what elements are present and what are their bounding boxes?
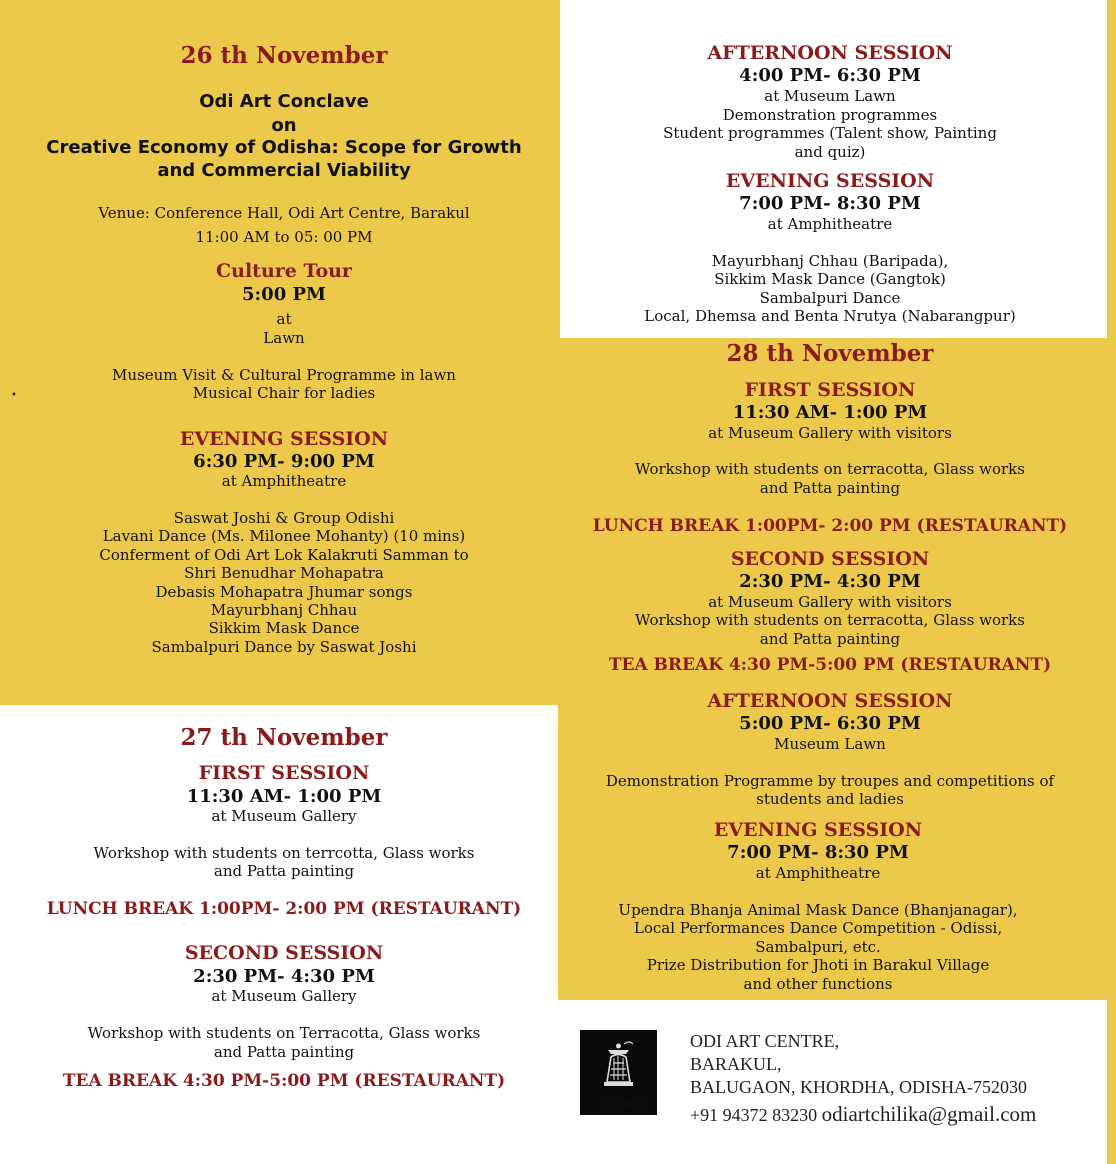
day26-evening-place: at Amphitheatre xyxy=(221,472,347,490)
day27-evening-place: at Amphitheatre xyxy=(767,215,893,233)
stray-dot: • xyxy=(11,390,17,401)
address-line3: BALUGAON, KHORDHA, ODISHA-752030 xyxy=(690,1077,1027,1097)
logo-label: ODI ART xyxy=(600,1100,644,1112)
day27-continued-column xyxy=(560,0,1100,338)
day26-evening-time: 6:30 PM- 9:00 PM xyxy=(193,451,375,472)
day27-evening-time: 7:00 PM- 8:30 PM xyxy=(739,193,921,214)
day26-column xyxy=(14,0,554,705)
day27-second-title: SECOND SESSION xyxy=(184,942,384,964)
day27-date: 27 th November xyxy=(180,724,388,751)
email-link[interactable]: odiartchilika@gmail.com xyxy=(821,1102,1037,1126)
phone-number: +91 94372 83230 xyxy=(690,1105,818,1125)
day27-tea-break: TEA BREAK 4:30 PM-5:00 PM (RESTAURANT) xyxy=(62,1071,506,1091)
day28-evening-title: EVENING SESSION xyxy=(713,819,923,841)
day26-evening-item: Conferment of Odi Art Lok Kalakruti Samman to xyxy=(99,546,469,564)
conclave-line1: Odi Art Conclave xyxy=(199,91,369,112)
day26-evening-item: Mayurbhanj Chhau xyxy=(210,601,358,619)
day27-afternoon-place: at Museum Lawn xyxy=(764,87,896,105)
day27-afternoon-desc1: Demonstration programmes xyxy=(722,106,938,124)
day27-afternoon-desc2: Student programmes (Talent show, Painting xyxy=(663,124,997,142)
contact-line xyxy=(690,1102,1036,1127)
day27-lunch-break: LUNCH BREAK 1:00PM- 2:00 PM (RESTAURANT) xyxy=(46,899,522,919)
day28-afternoon-desc1: Demonstration Programme by troupes and competitions of xyxy=(605,772,1055,790)
day27-evening-item: Sikkim Mask Dance (Gangtok) xyxy=(714,270,946,288)
day27-evening-item: Mayurbhanj Chhau (Baripada), xyxy=(711,252,949,270)
day28-evening-item: Sambalpuri, etc. xyxy=(755,938,881,956)
day28-first-title: FIRST SESSION xyxy=(744,379,916,401)
day28-lunch-break: LUNCH BREAK 1:00PM- 2:00 PM (RESTAURANT) xyxy=(592,516,1068,536)
day27-second-time: 2:30 PM- 4:30 PM xyxy=(193,966,375,987)
day27-evening-item: Sambalpuri Dance xyxy=(759,289,901,307)
conclave-time: 11:00 AM to 05: 00 PM xyxy=(195,228,373,246)
day28-second-desc2: and Patta painting xyxy=(759,630,901,648)
day28-date: 28 th November xyxy=(726,340,934,367)
day27-first-desc1: Workshop with students on terrcotta, Glass works xyxy=(93,844,475,862)
conclave-line4: and Commercial Viability xyxy=(157,160,411,181)
conclave-line2: on xyxy=(271,115,297,136)
day28-first-desc1: Workshop with students on terracotta, Glass works xyxy=(635,460,1025,478)
day26-date: 26 th November xyxy=(180,42,388,69)
day27-first-place: at Museum Gallery xyxy=(211,807,357,825)
day28-first-place: at Museum Gallery with visitors xyxy=(708,424,952,442)
culture-tour-time: 5:00 PM xyxy=(242,284,326,305)
culture-tour-place: Lawn xyxy=(263,329,305,347)
day28-evening-time: 7:00 PM- 8:30 PM xyxy=(727,842,909,863)
day28-evening-item: Upendra Bhanja Animal Mask Dance (Bhanjanagar), xyxy=(618,901,1018,919)
day27-first-desc2: and Patta painting xyxy=(213,862,355,880)
day28-second-time: 2:30 PM- 4:30 PM xyxy=(739,571,921,592)
day27-evening-title: EVENING SESSION xyxy=(725,170,935,192)
culture-tour-at: at xyxy=(276,310,292,328)
day28-evening-item: Local Performances Dance Competition - Odissi, xyxy=(633,919,1003,937)
day27-afternoon-time: 4:00 PM- 6:30 PM xyxy=(739,65,921,86)
day26-evening-item: Shri Benudhar Mohapatra xyxy=(184,564,384,582)
day27-first-title: FIRST SESSION xyxy=(198,762,370,784)
day28-second-place: at Museum Gallery with visitors xyxy=(708,593,952,611)
conclave-line3: Creative Economy of Odisha: Scope for Growth xyxy=(46,137,522,158)
day27-afternoon-title: AFTERNOON SESSION xyxy=(707,42,953,64)
day28-evening-item: and other functions xyxy=(743,975,893,993)
day27-first-time: 11:30 AM- 1:00 PM xyxy=(186,786,382,807)
day27-column xyxy=(14,705,554,1164)
day28-afternoon-time: 5:00 PM- 6:30 PM xyxy=(739,713,921,734)
day28-afternoon-title: AFTERNOON SESSION xyxy=(707,690,953,712)
day26-evening-item: Lavani Dance (Ms. Milonee Mohanty) (10 mins) xyxy=(102,527,466,545)
day28-second-title: SECOND SESSION xyxy=(730,548,930,570)
day26-evening-title: EVENING SESSION xyxy=(179,428,389,450)
day27-second-place: at Museum Gallery xyxy=(211,987,357,1005)
day28-evening-item: Prize Distribution for Jhoti in Barakul Village xyxy=(646,956,990,974)
day26-evening-item: Sambalpuri Dance by Saswat Joshi xyxy=(151,638,417,656)
day27-second-desc2: and Patta painting xyxy=(213,1043,355,1061)
day28-afternoon-place: Museum Lawn xyxy=(774,735,886,753)
day28-first-desc2: and Patta painting xyxy=(759,479,901,497)
day28-evening-place: at Amphitheatre xyxy=(755,864,881,882)
day27-second-desc1: Workshop with students on Terracotta, Glass works xyxy=(87,1024,481,1042)
day28-column xyxy=(560,338,1100,1000)
day26-evening-item: Saswat Joshi & Group Odishi xyxy=(173,509,395,527)
address-line2: BARAKUL, xyxy=(690,1054,782,1074)
day27-afternoon-desc3: and quiz) xyxy=(794,143,866,161)
day26-evening-item: Debasis Mohapatra Jhumar songs xyxy=(155,583,413,601)
culture-tour-title: Culture Tour xyxy=(216,260,352,282)
day28-tea-break: TEA BREAK 4:30 PM-5:00 PM (RESTAURANT) xyxy=(608,655,1052,675)
conclave-venue: Venue: Conference Hall, Odi Art Centre, Barakul xyxy=(98,204,470,222)
day28-afternoon-desc2: students and ladies xyxy=(756,790,904,808)
address-line1: ODI ART CENTRE, xyxy=(690,1031,840,1051)
day26-evening-item: Sikkim Mask Dance xyxy=(208,619,360,637)
culture-tour-desc1: Museum Visit & Cultural Programme in lawn xyxy=(112,366,456,384)
day27-evening-item: Local, Dhemsa and Benta Nrutya (Nabarangpur) xyxy=(644,307,1016,325)
day28-first-time: 11:30 AM- 1:00 PM xyxy=(732,402,928,423)
day28-second-desc1: Workshop with students on terracotta, Glass works xyxy=(635,611,1025,629)
decorative-edge xyxy=(1107,0,1116,1164)
culture-tour-desc2: Musical Chair for ladies xyxy=(192,384,376,402)
